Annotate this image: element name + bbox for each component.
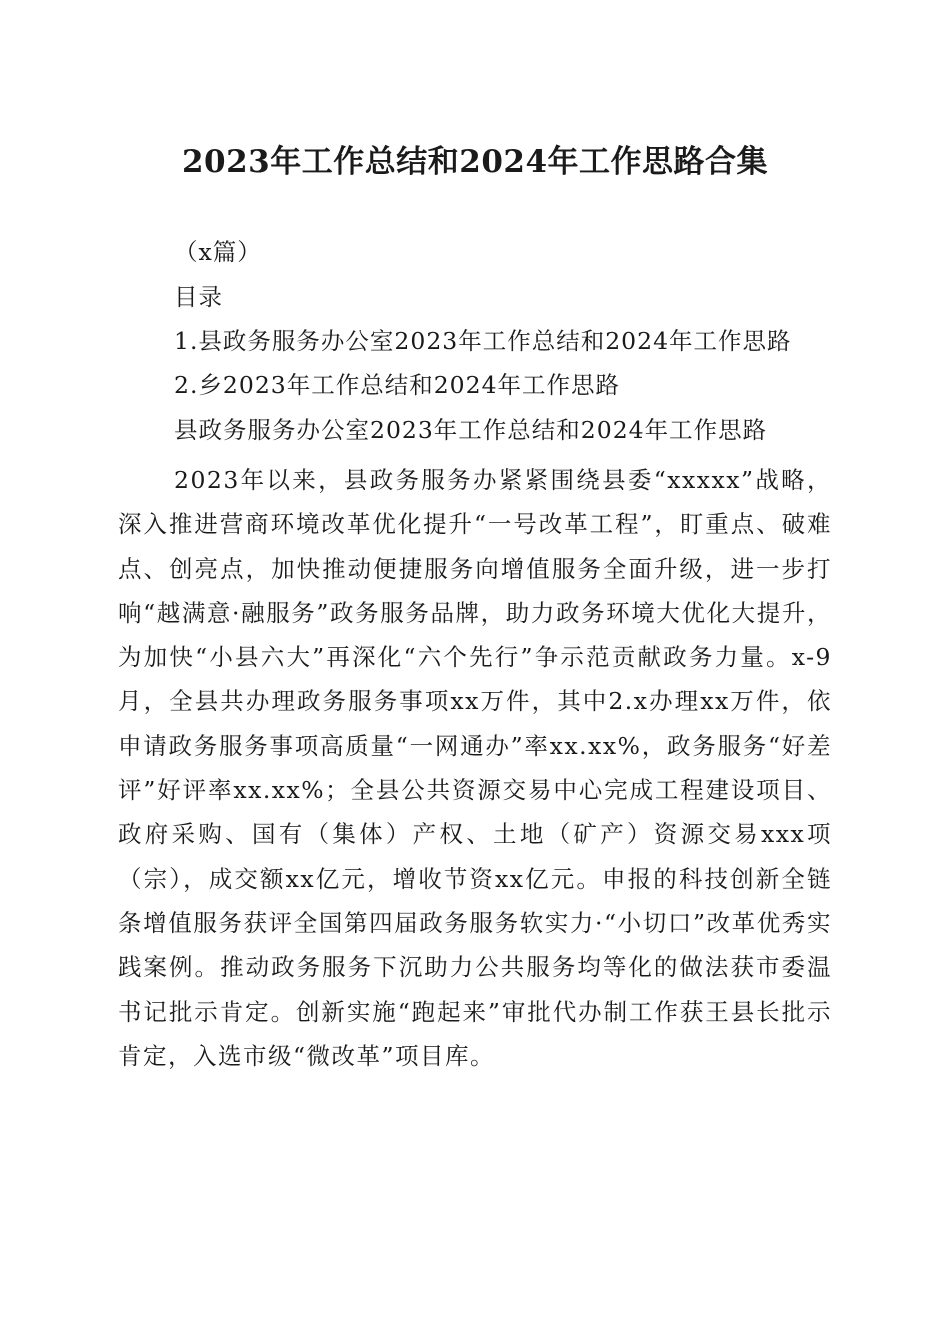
document-title: 2023年工作总结和2024年工作思路合集	[181, 144, 769, 180]
section-heading: 县政务服务办公室2023年工作总结和2024年工作思路	[174, 416, 768, 444]
count-note: （x篇）	[174, 238, 262, 266]
body-paragraph: 2023年以来，县政务服务办紧紧围绕县委“xxxxx”战略，深入推进营商环境改革优化提升“一号改革工程”，盯重点、破难点、创亮点，加快推动便捷服务向增值服务全面升级，进一步打响“越满意·融服务”政务服务品牌，助力政务环境大优化大提升，为加快“小县六大”再深化“六个先行”争示范贡献政务力量。x-9月，全县共办理政务服务事项xx万件，其中2.x办理xx万件，依申请政务服务事项高质量“一网通办”率xx.xx%，政务服务“好差评”好评率xx.xx%；全县公共资源交易中心完成工程建设项目、政府采购、国有（集体）产权、土地（矿产）资源交易xxx项（宗），成交额xx亿元，增收节资xx亿元。申报的科技创新全链条增值服务获评全国第四届政务服务软实力·“小切口”改革优秀实践案例。推动政务服务下沉助力公共服务均等化的做法获市委温书记批示肯定。创新实施“跑起来”审批代办制工作获王县长批示肯定，入选市级“微改革”项目库。	[118, 466, 832, 1070]
toc-item-2: 2.乡2023年工作总结和2024年工作思路	[174, 371, 621, 399]
toc-item-1: 1.县政务服务办公室2023年工作总结和2024年工作思路	[174, 327, 792, 355]
toc-heading: 目录	[174, 283, 223, 311]
